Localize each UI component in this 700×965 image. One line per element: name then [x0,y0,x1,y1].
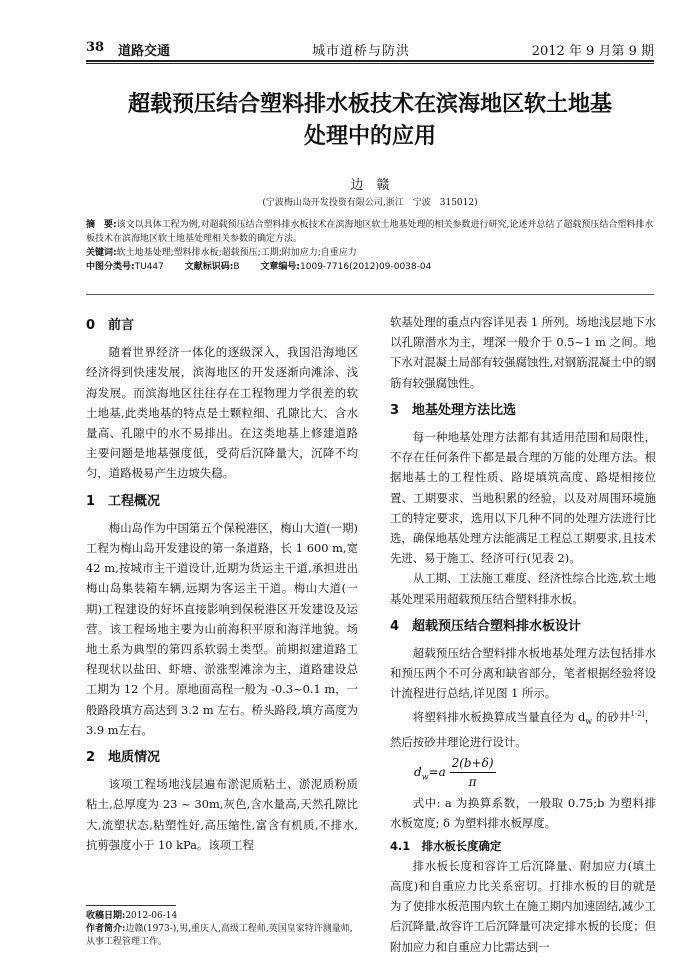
formula-eq: =a [428,765,446,780]
clc-value: TU447 [134,262,164,272]
article-no-label: 文章编号: [260,262,301,272]
abstract-text: 该文以具体工程为例,对超载预压结合塑料排水板技术在滨海地区软土地基处理的相关参数进行研究,论述并总结了超载预压结合塑料排水板技术在滨海地区软土地基处理相关参数的确定方法。 [86,220,654,244]
page-number: 38 [86,40,105,55]
abstract-rule [86,294,654,295]
section-name: 城市道桥与防洪 [312,44,411,59]
footnote-rule [86,905,176,906]
section-2-paragraph: 该项工程场地浅层遍布淤泥质粘土、淤泥质粉质粘土,总厚度为 23 ~ 30m,灰色,含水量高,天然孔隙比大,流塑状态,粘塑性好,高压缩性,富含有机质,不排水,抗剪强度小于 10 kPa。该项工程 [86,777,358,852]
section-4-heading: 4 超载预压结合塑料排水板设计 [390,618,582,634]
article-no-value: 1009-7716(2012)09-0038-04 [300,262,432,272]
doc-code-value: B [233,262,240,272]
formula-fraction [450,754,496,791]
abstract-block [86,218,654,274]
formula-lhs: d [414,765,422,780]
keywords [86,246,654,260]
section-4-1-paragraph: 排水板长度和容许工后沉降量、附加应力(填土高度)和自重应力比关系密切。打排水板的目的就是为了使排水板范围内软土在施工期内加速固结,减少工后沉降量,故容许工后沉降量可决定排水板的长度；但附加应力和自重应力比需达到一 [390,858,656,954]
section-4-1-heading: 4.1 排水板长度确定 [390,838,502,853]
bio-label: 作者简介: [86,924,126,934]
formula-note: 式中: a 为换算系数，一般取 0.75;b 为塑料排水板宽度; δ 为塑料排水板厚度。 [390,796,656,831]
section-2-heading: 2 地质情况 [86,750,161,766]
author-affiliation: (宁波梅山岛开发投资有限公司,浙江 宁波 315012) [262,198,478,208]
footnote [86,910,358,949]
left-column [86,316,358,855]
s4p2-text: 将塑料排水板换算成当量直径为 d [412,709,586,724]
section-1-paragraph: 梅山岛作为中国第五个保税港区，梅山大道(一期)工程为梅山岛开发建设的第一条道路，长 1 600 m,宽 42 m,按城市主干道设计,近期为货运主干道,承担进出梅山岛集装箱车辆,远期为客运主干道。梅山大道(一期)工程建设的好坏直接影响到保税港区开发建设及运营。该工程场地主要为山前海积平原和海洋地貌。场地土系为典型的第四系软弱土类型。前期拟建道路工程现状以盐田、虾塘、淤涨型滩涂为主，道路建设总工期为 12 个月。原地面高程一般为 -0.3~0.1 m，一般路段填方高达到 3.2 m 左右。桥头路段,填方高度为 3.9 m左右。 [86,520,358,737]
received-value: 2012-06-14 [125,911,178,921]
section-3-paragraph-2: 从工期、工法施工难度、经济性综合比选,软土地基处理采用超载预压结合塑料排水板。 [390,571,656,606]
issue-date: 2012 年 9 月第 9 期 [531,44,654,59]
section-0-paragraph: 随着世界经济一体化的逐级深入，我国沿海地区经济得到快速发展，滨海地区的开发逐渐向滩涂、浅海发展。而滨海地区往往存在工程物理力学很差的软土地基,此类地基的特点是土颗粒细、孔隙比大、含水量高、孔隙中的水不易排出。在这类地基上修建道路主要问题是地基强度低，受荷后沉降量大，沉降不均匀，道路极易产生边坡失稳。 [86,345,358,481]
doc-code-label: 文献标识码: [184,262,234,272]
abstract [86,218,654,246]
abstract-label: 摘 要: [86,220,117,230]
author-name: 边 赣 [350,178,390,193]
bio-text: 边赣(1973-),男,重庆人,高级工程师,英国皇家特许测量师,从事工程管理工作。 [86,924,353,947]
section-4-paragraph-2 [390,704,656,752]
section-3-heading: 3 地基处理方法比选 [390,402,517,418]
s4p2-sub: w [585,716,593,726]
right-column [390,312,656,957]
continued-paragraph: 软基处理的重点内容详见表 1 所列。场地浅层地下水以孔隙潜水为主，埋深一般介于 0.5~1 m 之间。地下水对混凝土局部有较强腐蚀性,对钢筋混凝土中的钢筋有较强腐蚀性。 [390,315,656,390]
keywords-text: 软土地基处理;塑料排水板;超载预压;工期;附加应力;自重应力 [116,248,357,258]
clc-label: 中图分类号: [86,262,135,272]
section-0-heading: 0 前言 [86,318,135,333]
author-bio [86,923,358,949]
paper-title-line1: 超载预压结合塑料排水板技术在滨海地区软土地基 [127,91,612,117]
s4p2-end: ，然后按砂井理论进行设计。 [390,709,656,749]
s4p2-mid: 的砂井 [592,709,631,724]
received-date [86,910,358,923]
header-rule-thin [86,63,654,64]
citation-ref: 1-2] [630,709,645,718]
journal-name: 道路交通 [118,44,171,59]
received-label: 收稿日期: [86,911,126,921]
classification-line [86,260,654,274]
section-4-paragraph-1: 超载预压结合塑料排水板地基处理方法包括排水和预压两个不可分离和缺省部分，笔者根据经验将设计流程进行总结,详见图 1 所示。 [390,646,656,701]
paper-title-line2: 处理中的应用 [303,123,436,149]
formula-lhs-sub: w [421,772,429,782]
header-rule [86,60,654,62]
formula-denominator: π [468,775,477,790]
equivalent-diameter-formula [414,754,656,791]
section-1-heading: 1 工程概况 [86,493,161,509]
keywords-label: 关键词: [86,248,117,258]
section-3-paragraph-1: 每一种地基处理方法都有其适用范围和局限性，不存在任何条件下都是最合理的万能的处理方法。根据地基土的工程性质、路堤填筑高度、路堤相接位置、工期要求、当地积累的经验，以及对周围环境施工的特定要求，选用以下几种不同的处理方法进行比选，确保地基处理方法能满足工程总工期要求,且技术先进、易于施工、经济可行(见表 2)。 [390,430,656,566]
formula-numerator: 2(b+δ) [450,754,496,773]
